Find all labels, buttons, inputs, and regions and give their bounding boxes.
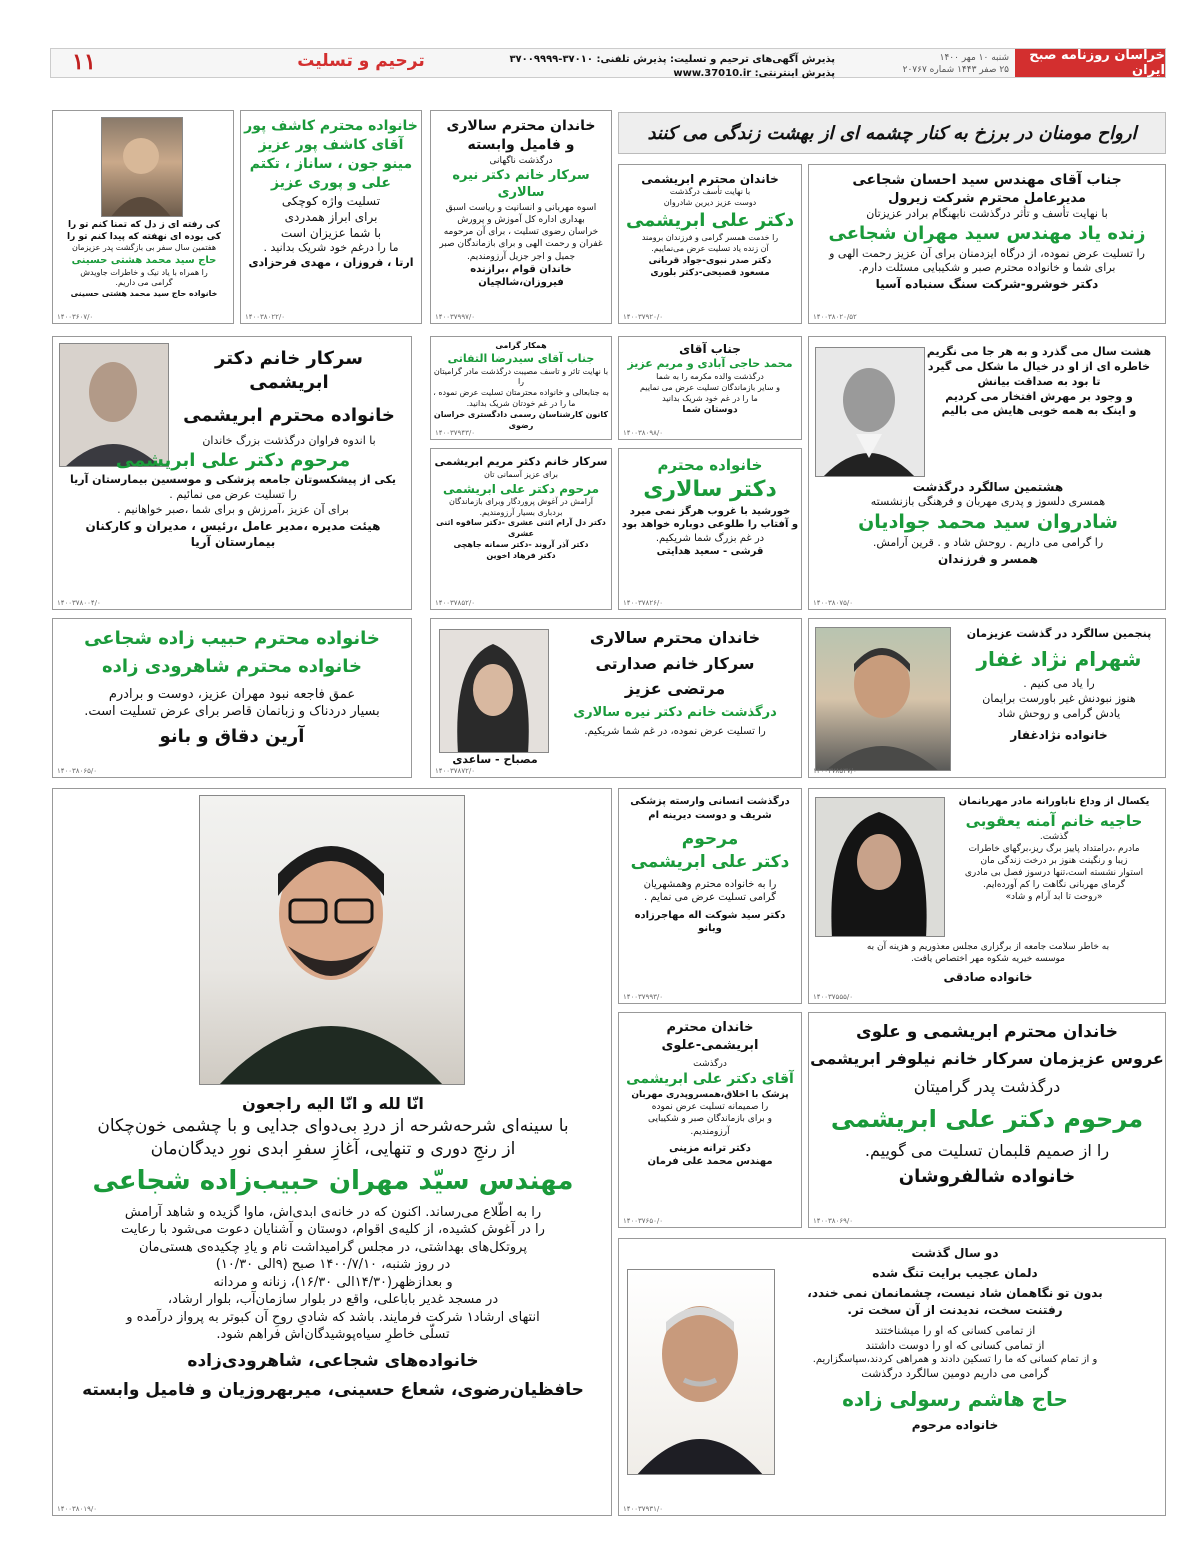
ad-heading: سرکار خانم صدارتی bbox=[595, 653, 755, 673]
person-icon bbox=[815, 798, 944, 937]
recipient-name: جناب آقای سیدرضا التفاتی bbox=[447, 351, 595, 365]
ad-signature: وبانو bbox=[698, 923, 722, 935]
ad-signature: خاندان قوام ،برازنده bbox=[470, 263, 572, 275]
ad-verse: کی رفته ای ز دل که تمنا کنم تو را bbox=[67, 220, 221, 230]
ad-signature: همسر و فرزندان bbox=[938, 551, 1038, 566]
ad-subheading: پنجمین سالگرد در گذشت عزیزمان bbox=[966, 627, 1152, 640]
ad-verses bbox=[923, 345, 1155, 419]
ad-code: ۱۴۰۰۳۷۹۳۱/۰ bbox=[623, 1505, 663, 1513]
deceased-name: شهرام نژاد غفار bbox=[976, 646, 1142, 671]
ad-text: بهداری اداره کل آموزش و پرورش bbox=[457, 215, 585, 226]
ad-heading: مرتضی عزیز bbox=[624, 679, 726, 699]
deceased-name: درگذشت خانم دکتر نیره سالاری bbox=[573, 704, 777, 720]
ad-body bbox=[959, 627, 1159, 744]
ad-subheading: یکسال از وداع ناباورانه مادر مهربانمان bbox=[958, 796, 1150, 807]
ad-text: را همراه با یاد نیک و خاطرات جاویدش bbox=[80, 267, 208, 277]
ad-text: بردباری بسیار آرزومندیم. bbox=[479, 507, 563, 517]
ad-code: ۱۴۰۰۳۷۸۷۲/۰ bbox=[435, 767, 475, 775]
ad-body bbox=[557, 627, 793, 739]
deceased-name: دکتر علی ابریشمی bbox=[630, 851, 790, 872]
recipient-name: خانواده محترم کاشف پور bbox=[244, 118, 418, 134]
ad-verse: و اینک به همه خوبی هایش می بالیم bbox=[941, 404, 1137, 418]
ad-text: آرامش در آغوش پروردگار وبرای بازماندگان bbox=[448, 496, 594, 506]
ad-text: غفران و رحمت الهی و برای بازماندگان صبر bbox=[439, 239, 603, 250]
ad-text: گرامی تسلیت عرض می نمایم . bbox=[644, 892, 776, 904]
contact-line-2: پذیرش اینترنتی: www.37010.ir bbox=[673, 67, 835, 79]
ad-signature: ارتا ، فروزان ، مهدی فرحزادی bbox=[248, 255, 414, 269]
ad-code: ۱۴۰۰۳۷۹۲۰/۰ bbox=[623, 313, 663, 321]
ad-text: انتهای ارشاد۱ شرکت فرمایند. باشد که شادیِ روحِ آن کبوتر به پرواز درآمده و bbox=[126, 1309, 540, 1325]
ad-text: در روز شنبه، ۱۴۰۰/۷/۱۰ صبح (۹الی ۱۰/۳۰) bbox=[215, 1257, 451, 1273]
ad-text: و بعدازظهر(۱۴/۳۰الی ۱۶/۳۰)، زنانه و مردانه bbox=[213, 1274, 453, 1290]
ad-code: ۱۴۰۰۳۷۶۵۰/۰ bbox=[623, 1217, 663, 1225]
ad-signature: دکتر دل آرام اثنی عشری -دکتر ساقوه اثنی عشری bbox=[436, 518, 606, 539]
ad-text: را از صمیم قلبمان تسلیت می گوییم. bbox=[864, 1140, 1110, 1160]
ad-text: با نهایت تأسف درگذشت bbox=[669, 187, 751, 197]
ad-verse: بدون تو نگاهمان شاد نیست، چشمانمان نمی خندد، bbox=[807, 1286, 1103, 1301]
ad-heading: خاندان محترم bbox=[666, 1020, 754, 1035]
ad-text: گذشت. bbox=[1039, 831, 1069, 842]
person-icon bbox=[439, 630, 548, 753]
ad-text: هنوز نبودنش غیر باورست برایمان bbox=[982, 691, 1136, 705]
deceased-name: حاج هاشم رسولی زاده bbox=[842, 1386, 1068, 1411]
ad-signature: خانواده شالفروشان bbox=[898, 1166, 1076, 1188]
deceased-name: زنده یاد مهندس سید مهران شجاعی bbox=[828, 223, 1146, 245]
condolence-ad-a13 bbox=[430, 618, 802, 778]
portrait-photo bbox=[815, 347, 925, 477]
ad-text: جمیل و اجر جزیل آرزومندیم. bbox=[466, 251, 576, 262]
ad-signature: حافظیان‌رضوی، شعاع حسینی، میربهروزیان و فامیل وابسته bbox=[82, 1379, 584, 1400]
section-title: ترحیم و تسلیت bbox=[297, 51, 425, 71]
ad-heading: خاندان محترم ابریشمی و علوی bbox=[855, 1022, 1119, 1042]
deceased-name: دکتر علی ابریشمی bbox=[625, 209, 795, 231]
ad-text: به جنابعالی و خانواده محترمتان تسلیت عرض نموده ، bbox=[433, 388, 609, 398]
ad-text: را به اطّلاع می‌رساند. اکنون که در خانه‌ی ابدی‌اش، ماوا گزیده و شاهد آرامش bbox=[124, 1204, 542, 1220]
ad-text: خورشید با غروب هرگز نمی میرد bbox=[629, 505, 791, 517]
ad-text: ما را در غم خودتان شریک بدانید. bbox=[466, 399, 576, 409]
ad-text: یکی از پیشکسوتان جامعه پزشکی و موسسین بیمارستان آریا bbox=[69, 473, 396, 487]
ad-verse: تا بود به صداقت بیانش bbox=[977, 374, 1101, 388]
ad-code: ۱۴۰۰۳۷۸۰۰۴/۰ bbox=[57, 599, 101, 607]
deceased-name: آقای دکتر علی ابریشمی bbox=[626, 1071, 794, 1088]
ad-text: درگذشت پدر گرامیتان bbox=[913, 1076, 1061, 1096]
portrait-photo bbox=[199, 795, 465, 1085]
ad-heading: خاندان محترم سالاری bbox=[446, 118, 596, 134]
condolence-ad-a10 bbox=[618, 448, 802, 610]
ad-text: دوست عزیز دیرین شادروان bbox=[663, 197, 757, 207]
ad-verse: و وجود بر مهرش افتخار می کردیم bbox=[945, 389, 1133, 403]
recipient-name: آقای کاشف پور عزیز bbox=[258, 136, 404, 153]
ad-code: ۱۴۰۰۳۸۰۱۹/۰ bbox=[57, 1505, 97, 1513]
ad-heading: سرکار خانم دکتر ابریشمی bbox=[215, 348, 363, 394]
ad-code: ۱۴۰۰۳۷۹۹۷/۰ bbox=[435, 313, 475, 321]
ad-subheading: مدیرعامل محترم شرکت زیرول bbox=[888, 190, 1086, 206]
condolence-ad-a3 bbox=[430, 110, 612, 324]
ad-text: درگذشت bbox=[693, 1059, 727, 1070]
ad-heading: جناب آقای bbox=[679, 342, 741, 356]
ad-signature: مصباح - ساعدی bbox=[452, 753, 538, 766]
ad-text: از رنجِ دوری و تنهایی، آغازِ سفرِ ابدی نورِ دیدگان‌مان bbox=[150, 1138, 516, 1159]
portrait-photo bbox=[439, 629, 549, 753]
recipient-name: خانواده محترم bbox=[657, 456, 763, 474]
ad-body bbox=[53, 1093, 612, 1402]
portrait-photo bbox=[101, 117, 183, 217]
ad-signature: هیئت مدیره ،مدیر عامل ،رئیس ، مدیران و کارکنان bbox=[85, 518, 381, 533]
ad-text: اسوه مهربانی و انسانیت و ریاست اسبق bbox=[445, 203, 597, 214]
recipient-name: خانواده محترم شاهرودی زاده bbox=[102, 656, 362, 678]
ad-text: درگذشت والده مکرمه را به شما bbox=[656, 372, 764, 382]
memorial-ad-a6 bbox=[808, 336, 1166, 610]
quote-banner: ارواح مومنان در برزخ به کنار چشمه ای از بهشت زندگی می کنند bbox=[618, 112, 1166, 154]
ad-verse: رفتنت سخت، ندیدنت از آن سخت تر. bbox=[847, 1302, 1063, 1317]
person-icon bbox=[101, 118, 182, 217]
ad-text: ما را درغم خود شریک بدانید . bbox=[263, 241, 399, 255]
recipient-name: خانواده محترم حبیب زاده شجاعی bbox=[84, 628, 380, 649]
newspaper-brand: خراسان روزنامه صبح ایران bbox=[1015, 49, 1165, 77]
ad-signature: خانواده نژادغفار bbox=[1010, 728, 1108, 743]
person-icon bbox=[815, 348, 924, 477]
ad-text: تسلیت واژه کوچکی bbox=[281, 193, 381, 208]
ad-contact-info bbox=[435, 53, 835, 80]
ad-signature: قرشی - سعید هدایتی bbox=[656, 546, 764, 558]
ad-subheading: شریف و دوست دیرینه ام bbox=[648, 809, 772, 821]
condolence-ad-a11 bbox=[430, 448, 612, 610]
condolence-ad-a8 bbox=[430, 336, 612, 440]
ad-code: ۱۴۰۰۳۷۵۵۵/۰ bbox=[813, 993, 853, 1001]
ad-text: و سایر بازماندگان تسلیت عرض می نماییم bbox=[639, 382, 781, 392]
ad-text: و از تمام کسانی که ما را تسکین دادند و همراهی کردند،سپاسگزاریم. bbox=[812, 1354, 1098, 1366]
ad-code: ۱۴۰۰۳۸۰۷۵/۰ bbox=[813, 599, 853, 607]
ad-subheading: همکار گرامی bbox=[495, 341, 547, 350]
ad-heading: خاندان محترم سالاری bbox=[589, 628, 761, 647]
ad-signature: آرین دقاق و بانو bbox=[159, 725, 305, 747]
ad-body-bottom bbox=[809, 941, 1166, 985]
ad-code: ۱۴۰۰۳۷۹۴۳/۰ bbox=[435, 429, 475, 437]
issue-date bbox=[859, 52, 1009, 76]
ad-signature: دکتر ترانه مزینی bbox=[669, 1142, 751, 1154]
ad-code: ۱۴۰۰۳۸۰۶۵/۰ bbox=[57, 767, 97, 775]
ad-signature: خانواده حاج سید محمد هشتی حسینی bbox=[70, 289, 218, 299]
ad-heading: عروس عزیزمان سرکار خانم نیلوفر ابریشمی bbox=[810, 1048, 1164, 1068]
ad-signature: کانون کارشناسان رسمی دادگستری خراسان رضوی bbox=[433, 409, 609, 430]
date-line-1: شنبه ۱۰ مهر ۱۴۰۰ bbox=[939, 53, 1009, 63]
ad-text: پزشک با اخلاق،همسروپدری مهربان bbox=[631, 1090, 789, 1101]
deceased-name: مرحوم دکتر علی ابریشمی bbox=[442, 481, 600, 496]
ad-text: استوار نشسته است،تنها درسوز فصل بی مادری bbox=[964, 868, 1144, 879]
ad-signature: خانواده‌های شجاعی، شاهرودی‌زاده bbox=[187, 1350, 479, 1371]
ad-text: درگذشت ناگهانی bbox=[489, 155, 553, 166]
ad-text: گرامی می داریم دومین سالگرد درگذشت bbox=[861, 1366, 1049, 1380]
ad-code: ۱۴۰۰۳۸۰۲۰/۵۲ bbox=[813, 313, 857, 321]
ad-code: ۱۴۰۰۳۷۹۹۳/۰ bbox=[623, 993, 663, 1001]
ad-text: و برای بازماندگان صبر و شکیبایی bbox=[647, 1114, 773, 1125]
ad-text: ما را در غم خود شریک بدانید bbox=[662, 393, 758, 403]
ad-text: هفتمین سال سفر بی بازگشت پدر عزیزمان bbox=[71, 243, 217, 253]
deceased-name: شادروان سید محمد جوادیان bbox=[858, 511, 1118, 534]
ad-text: موسسه خیریه شکوه مهر اختصاص یافت. bbox=[910, 954, 1065, 965]
ad-body bbox=[785, 1245, 1125, 1433]
ad-text: و آفتاب را طلوعی دوباره خواهد بود bbox=[621, 519, 799, 531]
portrait-photo bbox=[815, 627, 951, 771]
person-icon bbox=[199, 796, 464, 1085]
ad-text: را صمیمانه تسلیت عرض نموده bbox=[651, 1102, 769, 1113]
ad-verse: دلمان عجیب برایت تنگ شده bbox=[872, 1266, 1038, 1281]
condolence-ad-a14 bbox=[52, 618, 412, 778]
ad-text: در غم بزرگ شما شریکیم. bbox=[655, 532, 765, 544]
person-icon bbox=[815, 628, 950, 771]
ad-text: از تمامی کسانی که او را دوست داشتند bbox=[865, 1338, 1045, 1352]
ad-text: به خاطر سلامت جامعه از برگزاری مجلس معذوریم و هزینه آن به bbox=[866, 942, 1110, 952]
ad-text: از تمامی کسانی که او را میشناختند bbox=[874, 1323, 1036, 1337]
ad-signature: فیروزان،شالچیان bbox=[478, 277, 564, 289]
recipient-name: علی و پوری عزیز bbox=[271, 174, 391, 191]
ad-text: در مسجد غدیر بابا‌علی، واقع در بلوار سازمان‌آب، بلوار ارشاد، bbox=[167, 1292, 499, 1308]
page-header bbox=[50, 48, 1166, 78]
memorial-ad-a20 bbox=[618, 1238, 1166, 1516]
condolence-ad-a7 bbox=[618, 336, 802, 440]
memorial-ad-a5 bbox=[52, 110, 234, 324]
ad-body-top bbox=[949, 795, 1159, 904]
ad-signature: دکتر خوشرو-شرکت سنگ سنباده آسیا bbox=[875, 277, 1099, 292]
page-number: ۱۱ bbox=[72, 49, 96, 75]
date-line-2: ۲۵ صفر ۱۴۴۳ شماره ۲۰۷۶۷ bbox=[902, 65, 1009, 76]
ad-signature: خانواده مرحوم bbox=[911, 1417, 999, 1432]
ad-header bbox=[175, 347, 403, 449]
ad-text: خراسان رضوی تسلیت ، برای آن مرحومه bbox=[443, 227, 599, 238]
ad-code: ۱۴۰۰۳۶۰۷/۰ bbox=[57, 313, 94, 321]
ad-text: آن زنده یاد تسلیت عرض می‌نماییم. bbox=[651, 243, 769, 253]
ad-text: با نهایت تاثر و تاسف مصیبت درگذشت مادر گرامیتان را bbox=[433, 366, 609, 387]
ad-signature: دکتر فرهاد اخوین bbox=[486, 550, 556, 560]
deceased-name: مهندس سیّد مهران حبیب‌زاده شجاعی bbox=[92, 1166, 574, 1197]
deceased-name: حاجیه خانم آمنه یعقوبی bbox=[965, 811, 1143, 830]
ad-text: را تسلیت عرض نموده، در غم شما شریکیم. bbox=[584, 726, 766, 738]
ad-text: با نهایت تأسف و تأثر درگذشت نابهنگام برادر عزیزتان bbox=[866, 207, 1108, 221]
ad-body bbox=[809, 479, 1166, 567]
ad-body bbox=[53, 449, 412, 550]
ad-code: ۱۴۰۰۳۸۰۲۲/۰ bbox=[245, 313, 285, 321]
ad-code: ۱۴۰۰۳۸۰۹۸/۰ bbox=[623, 429, 663, 437]
ad-text: را گرامی می داریم . روحش شاد و . قرین آرامش. bbox=[872, 535, 1104, 549]
ad-signature: دکتر آذر آروند -دکتر سمانه جاهچی bbox=[453, 540, 589, 550]
ad-text: برای آن عزیز ،آمرزش و برای شما ،صبر خواهانیم . bbox=[117, 502, 349, 516]
deceased-name: سرکار خانم دکتر نیره سالاری bbox=[452, 167, 590, 201]
ad-text: با شما عزیزان است bbox=[280, 225, 382, 240]
ad-text: بسیار دردناک و زبانمان قاصر برای عرض تسلیت است. bbox=[84, 704, 380, 720]
recipient-name: دکتر سالاری bbox=[643, 477, 777, 503]
ad-signature: دکتر صدر نبوی-جواد قربانی bbox=[648, 255, 772, 266]
obituary-ad-a17 bbox=[52, 788, 612, 1516]
condolence-ad-a2 bbox=[618, 164, 802, 324]
ad-heading: جناب آقای مهندس سید احسان شجاعی bbox=[852, 172, 1122, 188]
ad-subheading: دو سال گذشت bbox=[911, 1246, 999, 1260]
ad-signature: بیمارستان آریا bbox=[190, 535, 276, 550]
ad-signature: خانواده صادقی bbox=[943, 970, 1033, 985]
ad-text: با سینه‌ای شرحه‌شرحه از دردِ بی‌دوای جدایی و با چشمی خون‌چکان bbox=[97, 1115, 569, 1136]
recipient-name: محمد حاجی آبادی و مریم عزیز bbox=[627, 357, 793, 371]
ad-text: گرمای مهربانی نگاهت را کم آورده‌ایم. bbox=[982, 880, 1126, 891]
ad-heading: ابریشمی-علوی bbox=[661, 1037, 759, 1053]
ad-text: یادش گرامی و روحش شاد bbox=[997, 706, 1121, 720]
ad-body bbox=[53, 219, 234, 300]
memorial-ad-a12 bbox=[808, 618, 1166, 778]
ad-subheading: هشتمین سالگرد درگذشت bbox=[912, 480, 1064, 494]
ad-text: را تسلیت عرض نموده، از درگاه ایزدمنان برای آن عزیز رحمت الهی و bbox=[829, 246, 1145, 260]
ad-signature-block bbox=[435, 753, 555, 768]
ad-text: زیبا و رنگینت هنوز بر درخت زندگی مان bbox=[980, 856, 1128, 867]
ad-code: ۱۴۰۰۳۸۰۶۹/۰ bbox=[813, 1217, 853, 1225]
condolence-ad-a18 bbox=[618, 1012, 802, 1228]
contact-line-1: پذیرش آگهی‌های ترحیم و تسلیت: پذیرش تلفنی: ۳۷۰۱۰-۳۷۰۰۹۹۹۹ bbox=[509, 54, 835, 65]
deceased-name: حاج سید محمد هشتی حسینی bbox=[71, 255, 217, 267]
ad-text: را تسلیت عرض می نمائیم . bbox=[169, 488, 297, 502]
ad-text: پروتکل‌های بهداشتی، در مجلس گرامیداشت نام و یادِ چکیده‌ی هستی‌مان bbox=[139, 1239, 527, 1255]
portrait-photo bbox=[627, 1269, 775, 1475]
ad-text: گرامی می داریم. bbox=[115, 278, 173, 288]
deceased-name: مرحوم دکتر علی ابریشمی bbox=[830, 1105, 1144, 1134]
ad-code: ۱۴۰۰۳۷۸۵۳۷/۰ bbox=[813, 767, 857, 775]
condolence-ad-a4 bbox=[240, 110, 422, 324]
ad-text: با اندوه فراوان درگذشت بزرگ خاندان bbox=[202, 433, 376, 447]
ad-code: ۱۴۰۰۳۷۸۵۲/۰ bbox=[435, 599, 475, 607]
ad-text: عمق فاجعه نبود مهران عزیز، دوست و برادرم bbox=[108, 686, 356, 702]
deceased-name: مرحوم دکتر علی ابریشمی bbox=[115, 450, 351, 471]
recipient-name: مینو جون ، ساناز ، تکتم bbox=[249, 155, 413, 172]
ad-heading: انّا لله و انّا الیه راجعون bbox=[242, 1094, 424, 1113]
condolence-ad-a16 bbox=[618, 788, 802, 1004]
condolence-ad-a1 bbox=[808, 164, 1166, 324]
ad-signature: دکتر سید شوکت اله مهاجرزاده bbox=[634, 909, 786, 921]
ad-subheading: درگذشت انسانی وارسته پزشکی bbox=[630, 796, 790, 807]
ad-verse: خاطره ای از او در خیال ما شکل می گیرد bbox=[927, 359, 1151, 373]
ad-text: آرزومندیم. bbox=[690, 1126, 730, 1137]
ad-text: را به خانواده محترم وهمشهریان bbox=[643, 878, 777, 890]
portrait-photo bbox=[815, 797, 945, 937]
ad-text: همسری دلسوز و پدری مهربان و فرهنگی بازنشسته bbox=[870, 495, 1106, 509]
deceased-title: مرحوم bbox=[681, 829, 739, 849]
ad-signature: مهندس محمد علی فرمان bbox=[647, 1156, 773, 1168]
ad-text: برای عزیز آسمانی تان bbox=[483, 469, 558, 479]
ad-heading: خانواده محترم ابریشمی bbox=[183, 404, 395, 426]
ad-verse: هشت سال می گذرد و به هر جا می نگریم bbox=[926, 345, 1152, 358]
ad-text: را در آغوش کشیده، از کلیه‌ی اقوام، دوستان و آشنایان دعوت می‌شود با رعایت bbox=[121, 1222, 545, 1238]
ad-text: مادرم ،درامتداد پاییز برگ ریز،برگهای خاطرات bbox=[968, 843, 1140, 854]
person-icon bbox=[627, 1270, 774, 1475]
condolence-ad-a19 bbox=[808, 1012, 1166, 1228]
ad-text: را یاد می کنیم . bbox=[1023, 676, 1095, 690]
ad-text: تسلّی خاطرِ سیاه‌پوشیدگان‌اش فراهم شود. bbox=[216, 1327, 450, 1343]
ad-text: «روحت تا ابد آرام و شاد» bbox=[1005, 892, 1103, 903]
ad-heading: و فامیل وابسته bbox=[467, 136, 575, 153]
ad-signature: دوستان شما bbox=[682, 405, 738, 416]
ad-text: برای ابراز همدردی bbox=[284, 209, 378, 224]
ad-text: را خدمت همسر گرامی و فرزندان برومند bbox=[641, 233, 779, 243]
ad-signature: مسعود قصیحی-دکتر بلوری bbox=[650, 267, 770, 278]
memorial-ad-a15 bbox=[808, 788, 1166, 1004]
ad-text: برای شما و خانواده محترم صبر و شکیبایی مسئلت دارم. bbox=[858, 261, 1116, 275]
ad-heading: سرکار خانم دکتر مریم ابریشمی bbox=[434, 455, 608, 468]
ad-heading: خاندان محترم ابریشمی bbox=[641, 172, 779, 186]
ad-verse: کی بوده ای نهفته که پیدا کنم تو را bbox=[67, 232, 221, 243]
condolence-ad-a9 bbox=[52, 336, 412, 610]
ad-code: ۱۴۰۰۳۷۸۲۶/۰ bbox=[623, 599, 663, 607]
